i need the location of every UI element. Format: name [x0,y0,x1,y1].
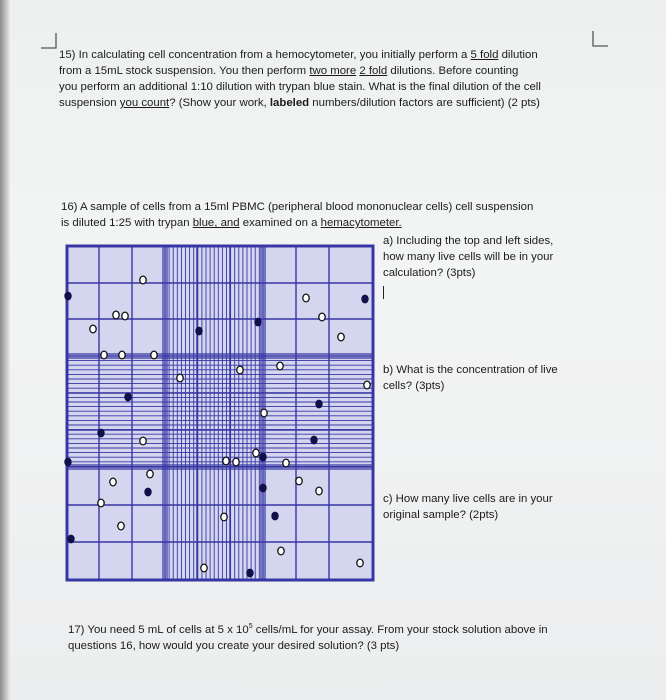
live-cell [303,294,309,302]
live-cell [316,487,322,495]
live-cell [364,381,370,389]
live-cell [278,547,284,555]
dead-cell [145,488,151,496]
dead-cell [98,429,104,437]
live-cell [98,499,104,507]
dead-cell [255,318,261,326]
live-cell [296,477,302,485]
dead-cell [65,292,71,300]
live-cell [283,459,289,467]
dead-cell [260,484,266,492]
live-cell [110,478,116,486]
live-cell [119,351,125,359]
dead-cell [362,295,368,303]
live-cell [140,276,146,284]
dead-cell [316,400,322,408]
q16c-text: c) How many live cells are in your original sample? (2pts) [383,493,553,521]
live-cell [118,522,124,530]
grid-frame [67,246,373,580]
live-cell [319,313,325,321]
live-cell [90,325,96,333]
live-cell [147,470,153,478]
live-cell [113,311,119,319]
q15-line-3: you perform an additional 1:10 dilution with trypan blue stain. What is the final dilution of the cell [59,81,541,93]
dead-cell [196,327,202,335]
q16-line-1: 16) A sample of cells from a 15ml PBMC (peripheral blood mononuclear cells) cell suspension [61,201,534,213]
q16a-text: a) Including the top and left sides, how many live cells will be in your calculation? (3pts) [383,235,554,279]
dead-cell [247,569,253,577]
q15-line-2: from a 15mL stock suspension. You then perform two more 2 fold dilutions. Before counting [59,65,519,77]
dead-cell [68,535,74,543]
q15-line-1: 15) In calculating cell concentration from a hemocytometer, you initially perform a 5 fold dilution [59,49,538,61]
live-cell [122,312,128,320]
live-cell [151,351,157,359]
live-cell [237,366,243,374]
live-cell [253,449,259,457]
live-cell [140,437,146,445]
q16-line-2: is diluted 1:25 with trypan blue, and examined on a hemacytometer. [61,217,402,229]
live-cell [233,458,239,466]
dead-cell [311,436,317,444]
q16b-text: b) What is the concentration of live cells? (3pts) [383,364,558,392]
live-cell [101,351,107,359]
live-cell [201,564,207,572]
live-cell [338,333,344,341]
live-cell [277,362,283,370]
dead-cell [272,512,278,520]
dead-cell [125,393,131,401]
live-cell [221,513,227,521]
q15-line-4: suspension you count? (Show your work, labeled numbers/dilution factors are sufficient) (2 pts) [59,97,540,109]
live-cell [261,409,267,417]
dead-cell [260,453,266,461]
live-cell [357,559,363,567]
dead-cell [65,458,71,466]
live-cell [177,374,183,382]
q17-line-2: questions 16, how would you create your desired solution? (3 pts) [68,639,400,652]
question-17 [68,619,608,654]
live-cell [223,457,229,465]
q17-line-1: 17) You need 5 mL of cells at 5 x $10^5$ cells/mL for your assay. From your stock solution above in [68,623,548,636]
